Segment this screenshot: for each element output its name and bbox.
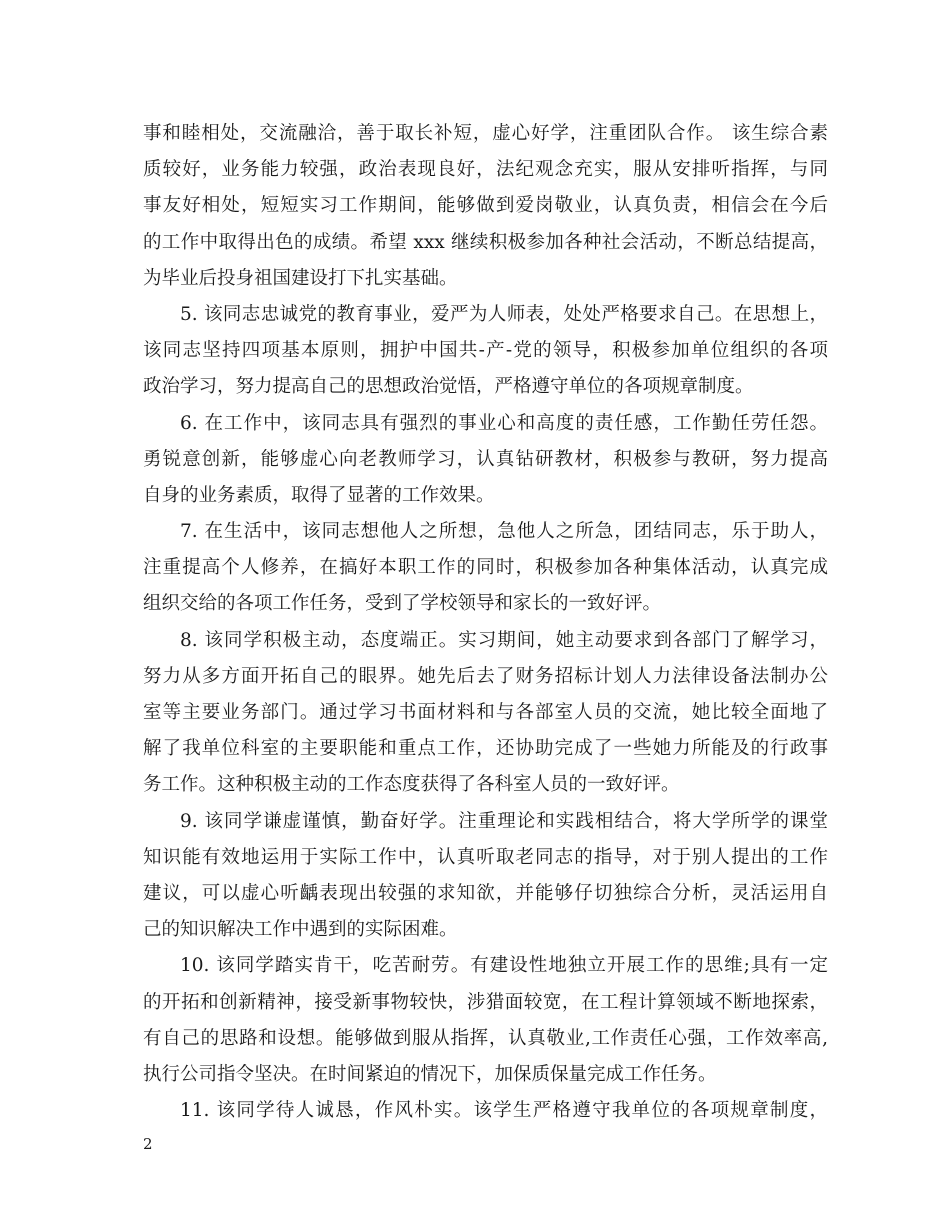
page-number: 2	[143, 1135, 153, 1153]
text-line: 11. 该同学待人诚恳，作风朴实。该学生严格遵守我单位的各项规章制度，	[180, 1100, 828, 1122]
text-line: 该同志坚持四项基本原则，拥护中国共-产-党的领导，积极参加单位组织的各项	[143, 340, 828, 362]
text-line: 9. 该同学谦虚谨慎，勤奋好学。注重理论和实践相结合，将大学所学的课堂	[180, 810, 828, 832]
text-line: 己的知识解决工作中遇到的实际困难。	[143, 919, 458, 941]
text-line: 务工作。这种积极主动的工作态度获得了各科室人员的一致好评。	[143, 774, 680, 796]
text-line: 勇锐意创新，能够虚心向老教师学习，认真钻研教材，积极参与教研，努力提高	[143, 448, 828, 470]
text-line: 执行公司指令坚决。在时间紧迫的情况下，加保质保量完成工作任务。	[143, 1063, 717, 1085]
text-line: 的开拓和创新精神，接受新事物较快，涉猎面较宽，在工程计算领域不断地探索，	[143, 991, 828, 1013]
text-line: 室等主要业务部门。通过学习书面材料和与各部室人员的交流，她比较全面地了	[143, 702, 828, 723]
document-body	[143, 116, 828, 1129]
text-line: 解了我单位科室的主要职能和重点工作，还协助完成了一些她力所能及的行政事	[143, 738, 828, 760]
text-line: 知识能有效地运用于实际工作中，认真听取老同志的指导，对于别人提出的工作	[143, 846, 828, 868]
text-line: 的工作中取得出色的成绩。希望 xxx 继续积极参加各种社会活动，不断总结提高，	[143, 231, 828, 253]
text-line: 10. 该同学踏实肯干，吃苦耐劳。有建设性地独立开展工作的思维;具有一定	[180, 955, 828, 977]
text-line: 事和睦相处，交流融洽，善于取长补短，虚心好学，注重团队合作。 该生综合素	[143, 123, 828, 144]
text-line: 自身的业务素质，取得了显著的工作效果。	[143, 484, 495, 506]
text-line: 有自己的思路和设想。能够做到服从指挥，认真敬业,工作责任心强，工作效率高,	[143, 1027, 828, 1049]
text-line: 质较好，业务能力较强，政治表现良好，法纪观念充实，服从安排听指挥，与同	[143, 159, 828, 181]
text-line: 5. 该同志忠诚党的教育事业，爱严为人师表，处处严格要求自己。在思想上，	[180, 303, 828, 325]
text-line: 组织交给的各项工作任务，受到了学校领导和家长的一致好评。	[143, 593, 662, 615]
text-line: 努力从多方面开拓自己的眼界。她先后去了财务招标计划人力法律设备法制办公	[143, 665, 828, 687]
text-line: 事友好相处，短短实习工作期间，能够做到爱岗敬业，认真负责，相信会在今后	[143, 195, 828, 217]
text-line: 7. 在生活中，该同志想他人之所想，急他人之所急，团结同志，乐于助人，	[180, 521, 828, 543]
text-line: 8. 该同学积极主动，态度端正。实习期间，她主动要求到各部门了解学习，	[180, 629, 828, 651]
text-line: 为毕业后投身祖国建设打下扎实基础。	[143, 267, 458, 289]
text-line: 建议，可以虚心听齲表现出较强的求知欲，并能够仔切独综合分析，灵活运用自	[143, 882, 828, 904]
text-line: 政治学习，努力提高自己的思想政治觉悟，严格遵守单位的各项规章制度。	[143, 376, 754, 398]
text-line: 6. 在工作中，该同志具有强烈的事业心和高度的责任感，工作勤任劳任怨。	[180, 412, 828, 434]
text-line: 注重提高个人修养，在搞好本职工作的同时，积极参加各种集体活动，认真完成	[143, 557, 828, 579]
